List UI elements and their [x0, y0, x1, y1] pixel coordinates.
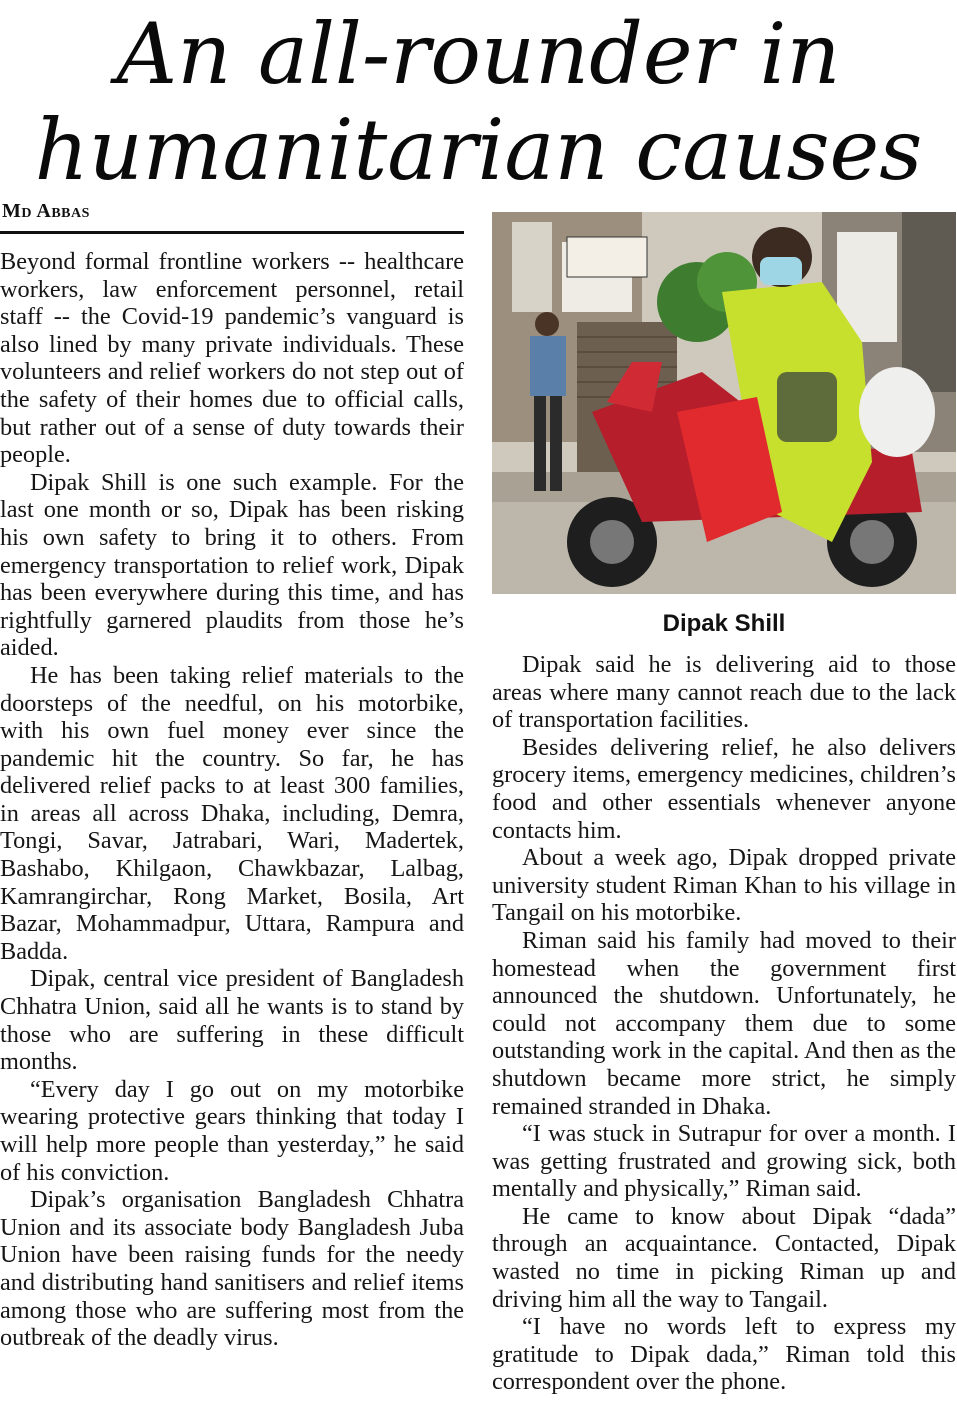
paragraph: Riman said his family had moved to their homestead when the government first announced the shutdown. Unfortunately, he could not accompany them due to some outstanding work in the capital. And then as the shutdown became more strict, he simply remained stranded in Dhaka.: [492, 926, 956, 1120]
paragraph: “I was stuck in Sutrapur for over a month. I was getting frustrated and growing sick, both mentally and physically,” Riman said.: [492, 1120, 956, 1203]
headline: [0, 6, 957, 198]
left-column: [0, 248, 464, 1352]
paragraph: He came to know about Dipak “dada” through an acquaintance. Contacted, Dipak wasted no time in picking Riman up and driving him all the way to Tangail.: [492, 1202, 956, 1313]
paragraph: “Every day I go out on my motorbike wearing protective gears thinking that today I will help more people than yesterday,” he said of his conviction.: [0, 1075, 464, 1186]
headline-line-1: An all-rounder in: [116, 5, 841, 103]
paragraph: Dipak’s organisation Bangladesh Chhatra Union and its associate body Bangladesh Juba Union have been raising funds for the needy and distributing hand sanitisers and relief items among those who are suffering most from the outbreak of the deadly virus.: [0, 1186, 464, 1352]
paragraph: He has been taking relief materials to the doorsteps of the needful, on his motorbike, with his own fuel money ever since the pandemic hit the country. So far, he has delivered relief packs to at least 300 families, in areas all across Dhaka, including, Demra, Tongi, Savar, Jatrabari, Wari, Madertek, Bashabo, Khilgaon, Chawkbazar, Lalbag, Kamrangirchar, Rong Market, Bosila, Art Bazar, Mohammadpur, Uttara, Rampura and Badda.: [0, 661, 464, 965]
paragraph: About a week ago, Dipak dropped private university student Riman Khan to his village in Tangail on his motorbike.: [492, 844, 956, 927]
paragraph: “I have no words left to express my gratitude to Dipak dada,” Riman told this correspondent over the phone.: [492, 1313, 956, 1396]
byline-divider: [0, 231, 464, 234]
byline: Md Abbas: [2, 200, 90, 222]
photo-caption: Dipak Shill: [662, 610, 786, 637]
photo-of-man-on-motorbike-icon: [492, 212, 956, 594]
paragraph: Dipak, central vice president of Bangladesh Chhatra Union, said all he wants is to stand by those who are suffering in these difficult months.: [0, 965, 464, 1076]
paragraph: Beyond formal frontline workers -- healthcare workers, law enforcement personnel, retail staff -- the Covid-19 pandemic’s vanguard is also lined by many private individuals. These volunteers and relief workers do not step out of the safety of their homes due to official calls, but rather out of a sense of duty towards their people.: [0, 248, 464, 469]
paragraph: Besides delivering relief, he also delivers grocery items, emergency medicines, children’s food and other essentials whenever anyone contacts him.: [492, 733, 956, 844]
paragraph: Dipak Shill is one such example. For the last one month or so, Dipak has been risking his own safety to bring it to others. From emergency transportation to relief work, Dipak has been everywhere during this time, and has rightfully garnered plaudits from those he’s aided.: [0, 468, 464, 662]
headline-line-2: humanitarian causes: [34, 101, 923, 199]
paragraph: Dipak said he is delivering aid to those areas where many cannot reach due to the lack of transportation facilities.: [492, 651, 956, 734]
article-photo: [492, 212, 956, 594]
right-column: [492, 651, 956, 1396]
